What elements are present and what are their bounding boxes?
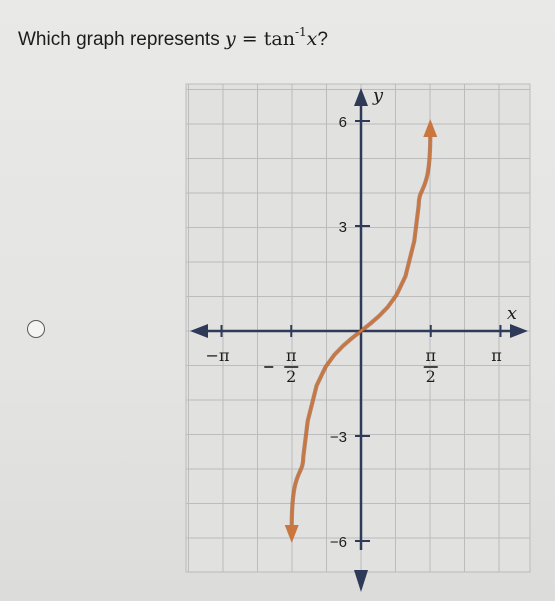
x-tick-label: −π (205, 346, 230, 365)
x-tick-label-denominator: 2 (286, 367, 297, 386)
math-y: y (225, 28, 236, 50)
y-axis-label: y (372, 85, 384, 106)
y-tick-label: 6 (338, 114, 347, 131)
x-axis-label: x (506, 303, 518, 324)
math-superscript: -1 (294, 25, 307, 39)
math-x: x (306, 28, 318, 50)
y-tick-label: −6 (329, 534, 347, 551)
x-tick-label: π (491, 346, 502, 365)
x-tick-label-numerator: π (425, 346, 437, 365)
y-tick-label: −3 (329, 429, 347, 446)
x-tick-label-denominator: 2 (425, 367, 436, 386)
question-mark: ? (317, 29, 328, 50)
y-tick-label: 3 (338, 219, 347, 236)
math-tan: = tan (235, 28, 295, 50)
grid-background (186, 84, 530, 572)
x-tick-label-numerator: π (285, 346, 297, 365)
y-axis-down-arrow-icon (354, 570, 368, 592)
question-prefix: Which graph represents (18, 29, 225, 50)
